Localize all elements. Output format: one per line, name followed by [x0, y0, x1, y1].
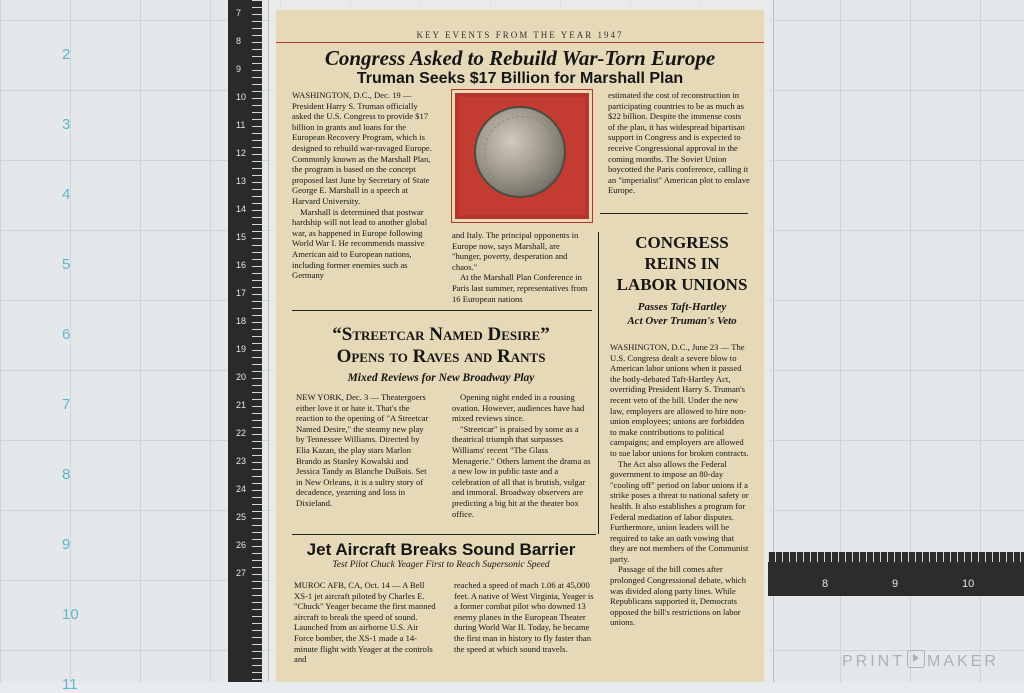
ruler-number: 8: [822, 578, 829, 590]
ruler-number: 14: [236, 204, 247, 214]
mat-number: 4: [62, 186, 71, 203]
marshall-paragraph-5: estimated the cost of reconstruction in participating countries to be as much as $22 billion. Despite the immense costs of the plan, it has widespread bipartisan support in Congress and is expected to receive Congressional approval in the coming months. The Soviet Union boycotted the Paris conference, calling it an "imperialist" American plot to enslave Europe.: [608, 90, 750, 196]
streetcar-paragraph-1: NEW YORK, Dec. 3 — Theatergoers either love it or hate it. That's the reaction to the opening of "A Streetcar Named Desire," the steamy new play by Tennessee Williams. Directed by Elia Kazan, the play stars Marlon Brando as Stanley Kowalski and Jessica Tandy as Blanche DuBois. Set in New Orleans, it is a sultry story of decadence, yearning and loss in Dixieland.: [296, 392, 429, 508]
jet-column-1: [294, 580, 438, 665]
streetcar-headline: [286, 324, 596, 368]
ruler-number: 18: [236, 316, 247, 326]
section-rule: [292, 310, 592, 311]
marshall-headline: Congress Asked to Rebuild War-Torn Europe: [324, 46, 716, 70]
vertical-ruler: [228, 0, 262, 682]
play-icon: [907, 650, 925, 668]
ruler-number: 21: [236, 400, 247, 410]
streetcar-headline-line-2: Opens to Raves and Rants: [336, 346, 546, 367]
watermark-text-right: MAKER: [927, 653, 999, 670]
jet-paragraph-2: reached a speed of mach 1.06 at 45,000 feet. A native of West Virginia, Yeager is a former combat pilot who downed 13 enemy planes in the European Theater during World War II. Today, he became the first man in history to fly faster than the speed at which sound travels.: [454, 580, 594, 654]
mat-number: 5: [62, 256, 71, 273]
ruler-number: 9: [892, 578, 899, 590]
column-rule: [598, 232, 599, 534]
jet-headline: Jet Aircraft Breaks Sound Barrier: [306, 540, 576, 559]
ruler-number: 9: [236, 64, 242, 74]
labor-column: [610, 342, 750, 628]
ruler-number: 16: [236, 260, 247, 270]
section-rule: [600, 213, 748, 214]
card-kicker: KEY EVENTS FROM THE YEAR 1947: [416, 30, 624, 40]
labor-paragraph-1: WASHINGTON, D.C., June 23 — The U.S. Congress dealt a severe blow to American labor unions when it passed the hotly-debated Taft-Hartley Act, overriding President Harry S. Truman's recent veto of the bill. Under the new law, employers are allowed to hire non-union employees; unions are forbidden to make contributions to political campaigns; and employers are allowed to sue labor unions for broken contracts.: [610, 342, 749, 458]
labor-headline-line-2: REINS IN: [644, 254, 720, 273]
walking-liberty-coin: [474, 106, 566, 198]
ruler-number: 23: [236, 456, 247, 466]
ruler-number: 15: [236, 232, 247, 242]
jet-column-2: [454, 580, 594, 654]
marshall-column-2: [452, 230, 590, 304]
ruler-number: 24: [236, 484, 247, 494]
ruler-number: 11: [236, 120, 246, 130]
labor-paragraph-2: The Act also allows the Federal government to impose an 80-day "cooling off" period on labor unions if a strike poses a threat to national safety or health. It also establishes a program for Federal mediation of labor disputes. Furthermore, union leaders will be required to take an oath vowing that they are not members of the Communist party.: [610, 458, 749, 564]
labor-headline-line-1: CONGRESS: [635, 233, 729, 252]
ruler-number: 8: [236, 36, 242, 46]
marshall-column-3: [608, 90, 750, 196]
mat-number: 9: [62, 536, 71, 553]
commemorative-card: [276, 10, 764, 682]
marshall-column-1: [292, 90, 438, 281]
ruler-number: 25: [236, 512, 247, 522]
streetcar-headline-line-1: “Streetcar Named Desire”: [332, 324, 550, 345]
mat-number: 10: [62, 606, 79, 623]
labor-paragraph-3: Passage of the bill comes after prolonged Congressional debate, which was divided along party lines. While Republicans supported it, Democrats opposed the bill's restrictions on labor unions.: [610, 564, 747, 628]
marshall-paragraph-2: Marshall is determined that postwar hardship will not lead to another global war, as happened in Europe following World War I. He recommends massive American aid to European nations, including former enemies such as Germany: [292, 206, 428, 281]
ruler-number: 13: [236, 176, 247, 186]
streetcar-subhead: Mixed Reviews for New Broadway Play: [347, 372, 535, 384]
ruler-number: 19: [236, 344, 247, 354]
ruler-number: 12: [236, 148, 247, 158]
ruler-number: 26: [236, 540, 247, 550]
ruler-number: 17: [236, 288, 247, 298]
streetcar-column-1: [296, 392, 434, 509]
mat-number: 7: [62, 396, 71, 413]
kicker-rule: [276, 42, 764, 43]
ruler-number: 20: [236, 372, 247, 382]
streetcar-paragraph-3: "Streetcar" is praised by some as a theatrical triumph that surpasses Williams' recent "The Glass Menagerie." Others lament the drama as a new low in public taste and a celebration of all that is brutish, vulgar and immoral. Broadway observers are predicting a big hit at the theater box office.: [452, 423, 591, 519]
ruler-number: 10: [962, 578, 975, 590]
labor-subhead: [602, 300, 762, 328]
labor-subhead-line-1: Passes Taft-Hartley: [637, 301, 727, 313]
mat-number: 3: [62, 116, 71, 133]
ruler-number: 7: [236, 8, 242, 18]
section-rule: [292, 534, 596, 535]
ruler-number: 10: [236, 92, 247, 102]
streetcar-column-2: [452, 392, 592, 519]
marshall-paragraph-3: and Italy. The principal opponents in Europe now, says Marshall, are "hunger, poverty, desperation and chaos.": [452, 230, 579, 272]
ruler-number: 27: [236, 568, 247, 578]
marshall-paragraph-4: At the Marshall Plan Conference in Paris last summer, representatives from 16 European nations: [452, 272, 588, 304]
jet-paragraph-1: MUROC AFB, CA, Oct. 14 — A Bell XS-1 jet aircraft piloted by Charles E. "Chuck" Yeager became the first manned aircraft to break the speed of sound. Launched from an airborne U.S. Air Force bomber, the XS-1 made a 14-minute flight with Yeager at the controls and: [294, 580, 436, 665]
printmaker-watermark: [842, 650, 999, 671]
labor-headline: [602, 232, 762, 295]
watermark-text-left: PRINT: [842, 653, 905, 670]
mat-number: 8: [62, 466, 71, 483]
marshall-paragraph-1: WASHINGTON, D.C., Dec. 19 — President Harry S. Truman officially asked the U.S. Congress to provide $17 billion in grants and loans for the European Recovery Program, which is designed to rebuild war-ravaged Europe. Commonly known as the Marshall Plan, the program is based on the concept proposed last June by Secretary of State George E. Marshall in a speech at Harvard University.: [292, 90, 432, 206]
mat-number: 2: [62, 46, 71, 63]
labor-subhead-line-2: Act Over Truman's Veto: [627, 315, 737, 327]
ruler-number: 22: [236, 428, 247, 438]
mat-number: 11: [62, 676, 78, 693]
mat-number: 6: [62, 326, 71, 343]
marshall-subhead: Truman Seeks $17 Billion for Marshall Plan: [356, 70, 684, 87]
streetcar-paragraph-2: Opening night ended in a rousing ovation. However, audiences have had mixed reviews since.: [452, 392, 585, 424]
labor-headline-line-3: LABOR UNIONS: [616, 275, 748, 294]
jet-subhead: Test Pilot Chuck Yeager First to Reach Supersonic Speed: [332, 560, 550, 570]
